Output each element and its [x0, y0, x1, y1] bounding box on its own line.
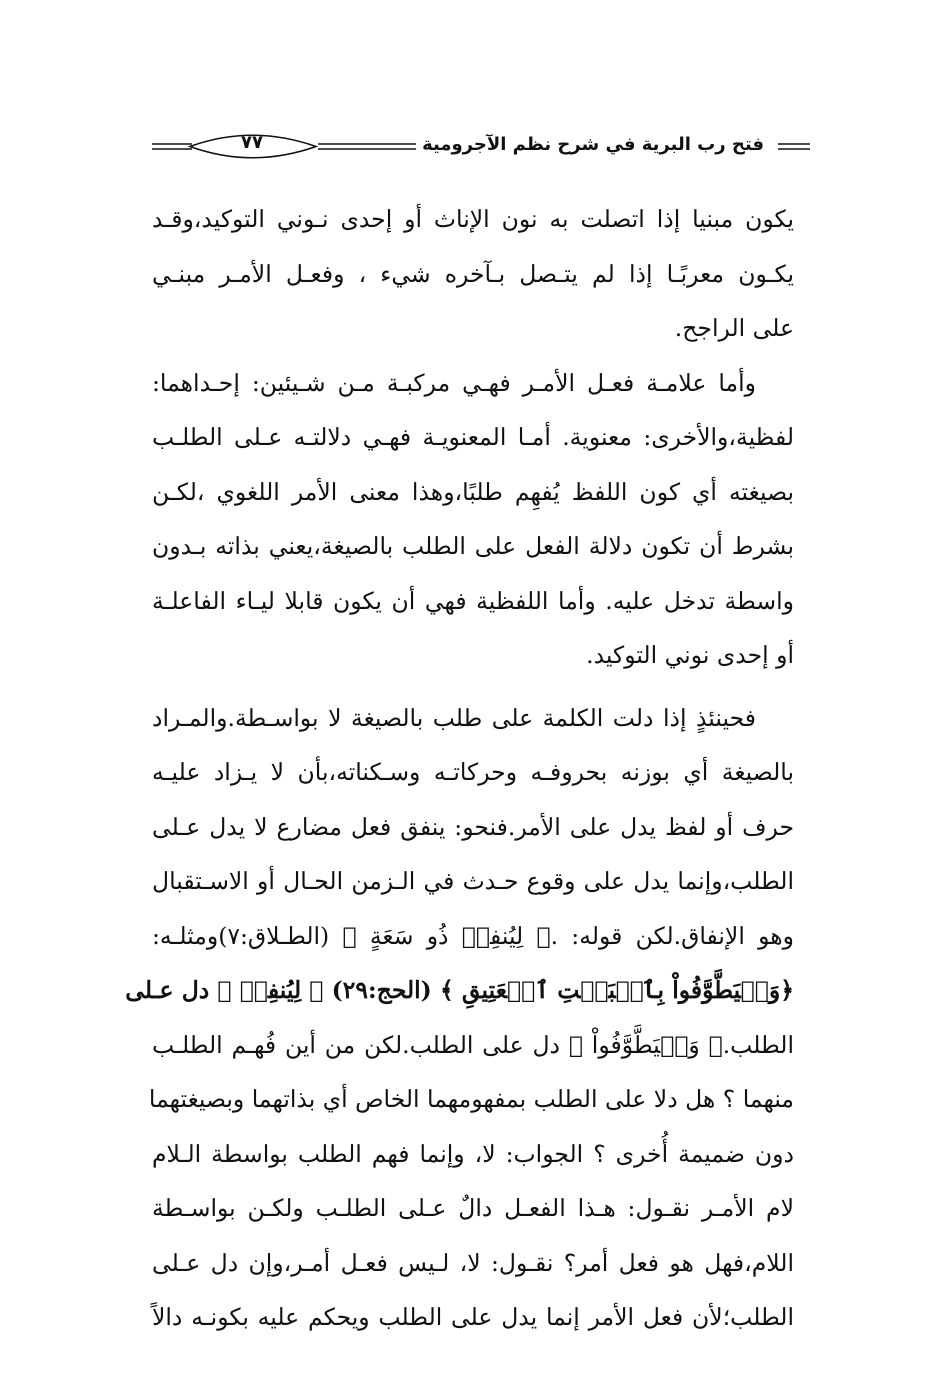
- page-number: ٧٧: [241, 132, 263, 153]
- text-line: وهو الإنفاق.لكن قوله: .﴿ لِيُنفِقۡ ذُو سَعَةٍ ﴾ (الطـلاق:٧)ومثلـه:: [152, 921, 794, 950]
- text-line: الطلب،وإنما يدل على وقوع حـدث في الـزمن الحـال أو الاسـتقبال: [152, 867, 794, 895]
- paragraph: [125, 691, 794, 1345]
- text-line: أو إحدى نوني التوكيد.: [586, 641, 794, 669]
- text-line: اللام،فهل هو فعل أمر؟ نقـول: لا، لـيس فعـل أمـر،وإن دل عـلى: [152, 1248, 794, 1277]
- text-line: لام الأمـر نقـول: هـذا الفعـل دالٌ عـلى الطلـب ولكـن بواسـطة: [152, 1194, 794, 1222]
- text-line: وأما علامـة فعـل الأمـر فهـي مركبـة مـن شـيئين: إحـداهما:: [152, 368, 756, 397]
- text-line: يكون مبنيا إذا اتصلت به نون الإناث أو إحدى نـوني التوكيد،وقـد: [152, 205, 794, 233]
- text-line: بصيغته أي كون اللفظ يُفهِم طلبًا،وهذا معنى الأمر اللغوي ،لكـن: [152, 477, 794, 506]
- text-line: فحينئذٍ إذا دلت الكلمة على طلب بالصيغة لا بواسـطة.والمـراد: [152, 703, 756, 732]
- page-header: [150, 128, 810, 166]
- text-line: واسطة تدخل عليه. وأما اللفظية فهي أن يكون قابلا ليـاء الفاعلـة: [152, 586, 794, 615]
- text-line: بشرط أن تكون دلالة الفعل على الطلب بالصيغة،يعني بذاته بـدون: [152, 532, 794, 560]
- paragraph: [152, 356, 794, 683]
- text-line: على الراجح.: [674, 314, 794, 342]
- text-line: يكـون معربًـا إذا لم يتـصل بـآخره شيء ، وفعـل الأمـر مبنـي: [152, 259, 794, 288]
- text-line: ﴿وَلۡيَطَّوَّفُواْ بِٱلۡبَيۡتِ ٱلۡعَتِيقِ ﴾ (الحج:٢٩) ﴿ لِيُنفِقۡ ﴾ دل عـلى: [125, 976, 794, 1004]
- text-line: لفظية،والأخرى: معنوية. أمـا المعنويـة فهـي دلالتـه عـلى الطلـب: [152, 423, 794, 451]
- body-text: [125, 192, 794, 1345]
- text-line: الطلب؛لأن فعل الأمر إنما يدل على الطلب ويحكم عليه بكونـه دالاً: [152, 1303, 794, 1331]
- book-title: فتح رب البرية في شرح نظم الآجرومية: [416, 134, 770, 155]
- paragraph: [152, 192, 794, 356]
- text-line: الطلب.﴿ وَلۡيَطَّوَّفُواْ ﴾ دل على الطلب.لكن من أين فُهـم الطلـب: [152, 1030, 794, 1059]
- text-line: بالصيغة أي بوزنه بحروفـه وحركاتـه وسـكناته،بأن لا يـزاد عليـه: [152, 758, 794, 786]
- text-line: منهما ؟ هل دلا على الطلب بمفهومهما الخاص أي بذاتهما وبصيغتهما: [148, 1085, 794, 1113]
- text-line: حرف أو لفظ يدل على الأمر.فنحو: ينفق فعل مضارع لا يدل عـلى: [152, 812, 794, 841]
- text-line: دون ضميمة أُخرى ؟ الجواب: لا، وإنما فهم الطلب بواسطة الـلام: [152, 1139, 794, 1168]
